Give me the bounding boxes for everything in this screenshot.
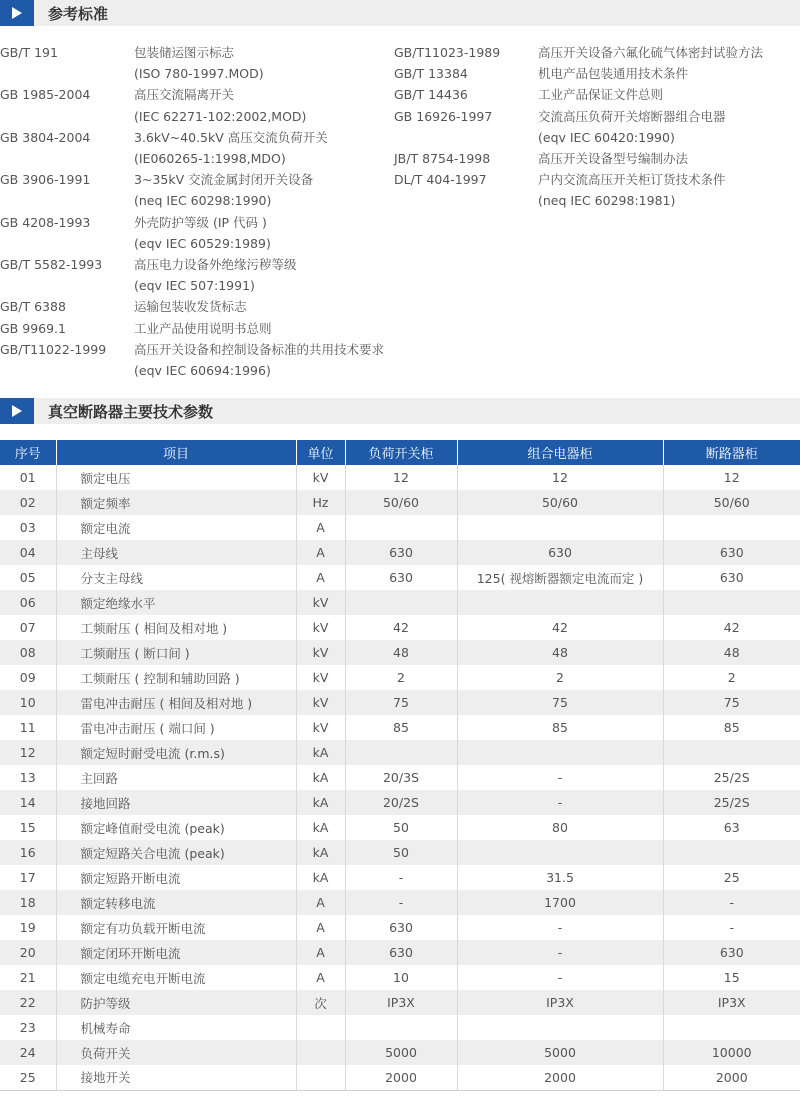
standard-row [0, 84, 384, 105]
column-header: 负荷开关柜 [345, 440, 457, 465]
table-row [0, 1065, 800, 1090]
combination-cabinet-value: 48 [457, 640, 663, 665]
unit: A [296, 540, 345, 565]
row-number: 18 [0, 890, 56, 915]
standard-description: 外壳防护等级 (IP 代码 ) [134, 214, 267, 230]
combination-cabinet-value: 2000 [457, 1065, 663, 1090]
row-number: 03 [0, 515, 56, 540]
combination-cabinet-value [457, 515, 663, 540]
breaker-cabinet-value [663, 1015, 800, 1040]
standard-row [394, 190, 763, 211]
item-name: 主母线 [56, 540, 296, 565]
combination-cabinet-value [457, 1015, 663, 1040]
table-row [0, 465, 800, 490]
combination-cabinet-value: 50/60 [457, 490, 663, 515]
load-switch-cabinet-value: 630 [345, 940, 457, 965]
table-row [0, 640, 800, 665]
item-name: 接地开关 [56, 1065, 296, 1090]
breaker-cabinet-value: 2000 [663, 1065, 800, 1090]
standard-description: (eqv IEC 60694:1996) [134, 363, 271, 379]
unit: kA [296, 790, 345, 815]
table-row [0, 690, 800, 715]
unit: 次 [296, 990, 345, 1015]
item-name: 负荷开关 [56, 1040, 296, 1065]
combination-cabinet-value: - [457, 765, 663, 790]
combination-cabinet-value: IP3X [457, 990, 663, 1015]
combination-cabinet-value: 85 [457, 715, 663, 740]
breaker-cabinet-value [663, 590, 800, 615]
standard-description: (IEC 62271-102:2002,MOD) [134, 108, 307, 124]
standard-code: DL/T 404-1997 [394, 172, 487, 188]
combination-cabinet-value: 42 [457, 615, 663, 640]
load-switch-cabinet-value: 48 [345, 640, 457, 665]
load-switch-cabinet-value: 75 [345, 690, 457, 715]
row-number: 11 [0, 715, 56, 740]
standard-row [0, 233, 384, 254]
standard-code: GB 9969.1 [0, 320, 66, 336]
breaker-cabinet-value: 75 [663, 690, 800, 715]
table-row [0, 840, 800, 865]
row-number: 20 [0, 940, 56, 965]
combination-cabinet-value: - [457, 965, 663, 990]
standard-row [0, 169, 384, 190]
standard-code: GB/T11023-1989 [394, 45, 501, 60]
load-switch-cabinet-value: 2 [345, 665, 457, 690]
unit: kA [296, 840, 345, 865]
row-number: 07 [0, 615, 56, 640]
standard-code: GB/T 191 [0, 45, 58, 60]
table-row [0, 740, 800, 765]
standard-row [394, 63, 763, 84]
row-number: 21 [0, 965, 56, 990]
combination-cabinet-value: 1700 [457, 890, 663, 915]
standard-code [0, 190, 134, 211]
combination-cabinet-value: 630 [457, 540, 663, 565]
row-number: 19 [0, 915, 56, 940]
load-switch-cabinet-value: 50 [345, 815, 457, 840]
load-switch-cabinet-value: 42 [345, 615, 457, 640]
combination-cabinet-value: - [457, 790, 663, 815]
table-row [0, 915, 800, 940]
row-number: 08 [0, 640, 56, 665]
breaker-cabinet-value: 25/2S [663, 790, 800, 815]
item-name: 额定绝缘水平 [56, 590, 296, 615]
row-number: 15 [0, 815, 56, 840]
standard-description: (IE060265-1:1998,MDO) [134, 151, 286, 167]
load-switch-cabinet-value: 50 [345, 840, 457, 865]
standards-list-left [0, 42, 384, 381]
row-number: 16 [0, 840, 56, 865]
load-switch-cabinet-value: 10 [345, 965, 457, 990]
item-name: 额定短路开断电流 [56, 865, 296, 890]
standard-row [0, 254, 384, 275]
column-header: 组合电器柜 [457, 440, 663, 465]
load-switch-cabinet-value [345, 590, 457, 615]
breaker-cabinet-value: 25/2S [663, 765, 800, 790]
breaker-cabinet-value: 42 [663, 615, 800, 640]
item-name: 额定电流 [56, 515, 296, 540]
standard-description: 高压开关设备型号编制办法 [538, 151, 689, 167]
row-number: 05 [0, 565, 56, 590]
unit [296, 1040, 345, 1065]
table-row [0, 990, 800, 1015]
row-number: 12 [0, 740, 56, 765]
standard-code: GB/T 5582-1993 [0, 257, 103, 273]
load-switch-cabinet-value: 630 [345, 540, 457, 565]
standard-row [0, 212, 384, 233]
breaker-cabinet-value: 2 [663, 665, 800, 690]
standard-row [0, 275, 384, 296]
combination-cabinet-value: 12 [457, 465, 663, 490]
standard-row [394, 127, 763, 148]
item-name: 额定峰值耐受电流 (peak) [56, 815, 296, 840]
standard-row [0, 148, 384, 169]
breaker-cabinet-value: - [663, 890, 800, 915]
breaker-cabinet-value: 630 [663, 540, 800, 565]
standard-description: 工业产品使用说明书总则 [134, 320, 272, 336]
standard-row [394, 84, 763, 105]
row-number: 10 [0, 690, 56, 715]
standard-code: GB 1985-2004 [0, 87, 91, 103]
standard-description: 高压电力设备外绝缘污秽等级 [134, 257, 297, 273]
row-number: 04 [0, 540, 56, 565]
item-name: 机械寿命 [56, 1015, 296, 1040]
item-name: 额定电缆充电开断电流 [56, 965, 296, 990]
standard-code: GB 4208-1993 [0, 214, 91, 230]
standard-row [394, 42, 763, 63]
standard-description: 高压开关设备六氟化硫气体密封试验方法 [538, 45, 764, 60]
item-name: 额定短时耐受电流 (r.m.s) [56, 740, 296, 765]
standard-row [0, 106, 384, 127]
unit: Hz [296, 490, 345, 515]
load-switch-cabinet-value: 12 [345, 465, 457, 490]
standard-description: (neq IEC 60298:1990) [134, 193, 272, 209]
breaker-cabinet-value: 630 [663, 565, 800, 590]
standard-description: 户内交流高压开关柜订货技术条件 [538, 172, 726, 188]
standard-description: 高压交流隔离开关 [134, 87, 235, 103]
row-number: 24 [0, 1040, 56, 1065]
row-number: 13 [0, 765, 56, 790]
table-row [0, 765, 800, 790]
table-row [0, 590, 800, 615]
column-header: 单位 [296, 440, 345, 465]
table-row [0, 715, 800, 740]
table-row [0, 965, 800, 990]
load-switch-cabinet-value: 85 [345, 715, 457, 740]
load-switch-cabinet-value: IP3X [345, 990, 457, 1015]
combination-cabinet-value [457, 740, 663, 765]
row-number: 25 [0, 1065, 56, 1090]
standard-code [0, 63, 134, 84]
unit: A [296, 965, 345, 990]
unit: kV [296, 640, 345, 665]
table-row [0, 1040, 800, 1065]
table-row [0, 515, 800, 540]
unit: kA [296, 740, 345, 765]
standard-description: (neq IEC 60298:1981) [538, 193, 676, 209]
item-name: 主回路 [56, 765, 296, 790]
row-number: 23 [0, 1015, 56, 1040]
column-header: 序号 [0, 440, 56, 465]
standard-row [0, 42, 384, 63]
standard-code [394, 127, 538, 148]
standard-row [0, 63, 384, 84]
column-header: 断路器柜 [663, 440, 800, 465]
breaker-cabinet-value [663, 740, 800, 765]
standard-code: GB 3804-2004 [0, 129, 91, 145]
standard-code [0, 148, 134, 169]
breaker-cabinet-value: 12 [663, 465, 800, 490]
section-header-parameters [0, 398, 800, 424]
standard-row [0, 127, 384, 148]
standards-list-right [394, 42, 763, 212]
item-name: 防护等级 [56, 990, 296, 1015]
combination-cabinet-value: 75 [457, 690, 663, 715]
column-header: 项目 [56, 440, 296, 465]
load-switch-cabinet-value: 5000 [345, 1040, 457, 1065]
standard-code: GB/T 6388 [0, 299, 66, 315]
row-number: 01 [0, 465, 56, 490]
standard-description: 高压开关设备和控制设备标准的共用技术要求 [134, 341, 385, 357]
unit: A [296, 940, 345, 965]
unit [296, 1065, 345, 1090]
breaker-cabinet-value: 48 [663, 640, 800, 665]
play-triangle-icon [0, 398, 34, 424]
table-row [0, 815, 800, 840]
standard-code: GB 3906-1991 [0, 172, 91, 188]
table-row [0, 615, 800, 640]
item-name: 雷电冲击耐压 ( 端口间 ) [56, 715, 296, 740]
load-switch-cabinet-value: 630 [345, 565, 457, 590]
breaker-cabinet-value [663, 840, 800, 865]
combination-cabinet-value [457, 590, 663, 615]
item-name: 工频耐压 ( 断口间 ) [56, 640, 296, 665]
unit: A [296, 565, 345, 590]
row-number: 22 [0, 990, 56, 1015]
standard-description: 3~35kV 交流金属封闭开关设备 [134, 172, 314, 188]
play-triangle-icon [0, 0, 34, 26]
table-row [0, 490, 800, 515]
standard-code [0, 275, 134, 296]
unit: kV [296, 615, 345, 640]
item-name: 额定短路关合电流 (peak) [56, 840, 296, 865]
standard-description: (eqv IEC 60420:1990) [538, 129, 675, 145]
combination-cabinet-value: - [457, 915, 663, 940]
item-name: 额定转移电流 [56, 890, 296, 915]
standard-code: JB/T 8754-1998 [394, 151, 491, 167]
table-row [0, 540, 800, 565]
standard-description: (eqv IEC 507:1991) [134, 278, 255, 294]
unit: kA [296, 815, 345, 840]
item-name: 工频耐压 ( 相间及相对地 ) [56, 615, 296, 640]
standard-code [0, 233, 134, 254]
combination-cabinet-value [457, 840, 663, 865]
standard-description: 包装储运图示标志 [134, 45, 235, 60]
standard-description: (ISO 780-1997.MOD) [134, 66, 264, 82]
load-switch-cabinet-value: 20/3S [345, 765, 457, 790]
breaker-cabinet-value: 63 [663, 815, 800, 840]
table-row [0, 940, 800, 965]
standard-row [0, 190, 384, 211]
standard-row [394, 169, 763, 190]
load-switch-cabinet-value: - [345, 865, 457, 890]
breaker-cabinet-value: 15 [663, 965, 800, 990]
standard-row [0, 339, 384, 360]
standard-row [0, 296, 384, 317]
load-switch-cabinet-value [345, 740, 457, 765]
table-row [0, 1015, 800, 1040]
unit: kA [296, 765, 345, 790]
load-switch-cabinet-value: 50/60 [345, 490, 457, 515]
unit: kV [296, 690, 345, 715]
item-name: 接地回路 [56, 790, 296, 815]
standard-code [0, 106, 134, 127]
table-row [0, 565, 800, 590]
section-title: 参考标准 [48, 4, 109, 23]
combination-cabinet-value: 31.5 [457, 865, 663, 890]
table-row [0, 890, 800, 915]
unit: kA [296, 865, 345, 890]
item-name: 额定闭环开断电流 [56, 940, 296, 965]
standard-description: 工业产品保证文件总则 [538, 87, 664, 103]
row-number: 02 [0, 490, 56, 515]
load-switch-cabinet-value: - [345, 890, 457, 915]
item-name: 雷电冲击耐压 ( 相间及相对地 ) [56, 690, 296, 715]
load-switch-cabinet-value: 630 [345, 915, 457, 940]
item-name: 额定电压 [56, 465, 296, 490]
standard-description: 机电产品包装通用技术条件 [538, 66, 689, 82]
breaker-cabinet-value: - [663, 915, 800, 940]
standard-description: (eqv IEC 60529:1989) [134, 235, 271, 251]
breaker-cabinet-value: 630 [663, 940, 800, 965]
item-name: 额定有功负载开断电流 [56, 915, 296, 940]
unit: A [296, 890, 345, 915]
row-number: 14 [0, 790, 56, 815]
table-row [0, 790, 800, 815]
standard-code [394, 190, 538, 211]
item-name: 额定频率 [56, 490, 296, 515]
section-title: 真空断路器主要技术参数 [48, 402, 214, 421]
combination-cabinet-value: 80 [457, 815, 663, 840]
load-switch-cabinet-value [345, 1015, 457, 1040]
breaker-cabinet-value: 10000 [663, 1040, 800, 1065]
section-header-standards [0, 0, 800, 26]
standard-description: 运输包装收发货标志 [134, 299, 247, 315]
unit [296, 1015, 345, 1040]
breaker-cabinet-value: IP3X [663, 990, 800, 1015]
standard-row [394, 148, 763, 169]
combination-cabinet-value: 5000 [457, 1040, 663, 1065]
table-header-row [0, 440, 800, 465]
unit: kV [296, 665, 345, 690]
unit: kV [296, 715, 345, 740]
standard-code: GB/T 14436 [394, 87, 468, 103]
standard-row [394, 106, 763, 127]
standard-code: GB/T 13384 [394, 66, 468, 82]
item-name: 工频耐压 ( 控制和辅助回路 ) [56, 665, 296, 690]
unit: kV [296, 465, 345, 490]
breaker-cabinet-value: 50/60 [663, 490, 800, 515]
unit: A [296, 515, 345, 540]
table-row [0, 665, 800, 690]
standard-code: GB/T11022-1999 [0, 341, 107, 357]
standard-description: 3.6kV~40.5kV 高压交流负荷开关 [134, 129, 328, 145]
load-switch-cabinet-value: 2000 [345, 1065, 457, 1090]
row-number: 17 [0, 865, 56, 890]
unit: kV [296, 590, 345, 615]
combination-cabinet-value: 2 [457, 665, 663, 690]
combination-cabinet-value: 125( 视熔断器额定电流而定 ) [457, 565, 663, 590]
standard-row [0, 318, 384, 339]
standard-description: 交流高压负荷开关熔断器组合电器 [538, 108, 726, 124]
breaker-cabinet-value: 85 [663, 715, 800, 740]
load-switch-cabinet-value [345, 515, 457, 540]
load-switch-cabinet-value: 20/2S [345, 790, 457, 815]
standard-code [0, 360, 134, 381]
row-number: 09 [0, 665, 56, 690]
parameters-table [0, 440, 800, 1091]
breaker-cabinet-value: 25 [663, 865, 800, 890]
standard-code: GB 16926-1997 [394, 108, 493, 124]
row-number: 06 [0, 590, 56, 615]
unit: A [296, 915, 345, 940]
combination-cabinet-value: - [457, 940, 663, 965]
item-name: 分支主母线 [56, 565, 296, 590]
standard-row [0, 360, 384, 381]
table-row [0, 865, 800, 890]
breaker-cabinet-value [663, 515, 800, 540]
